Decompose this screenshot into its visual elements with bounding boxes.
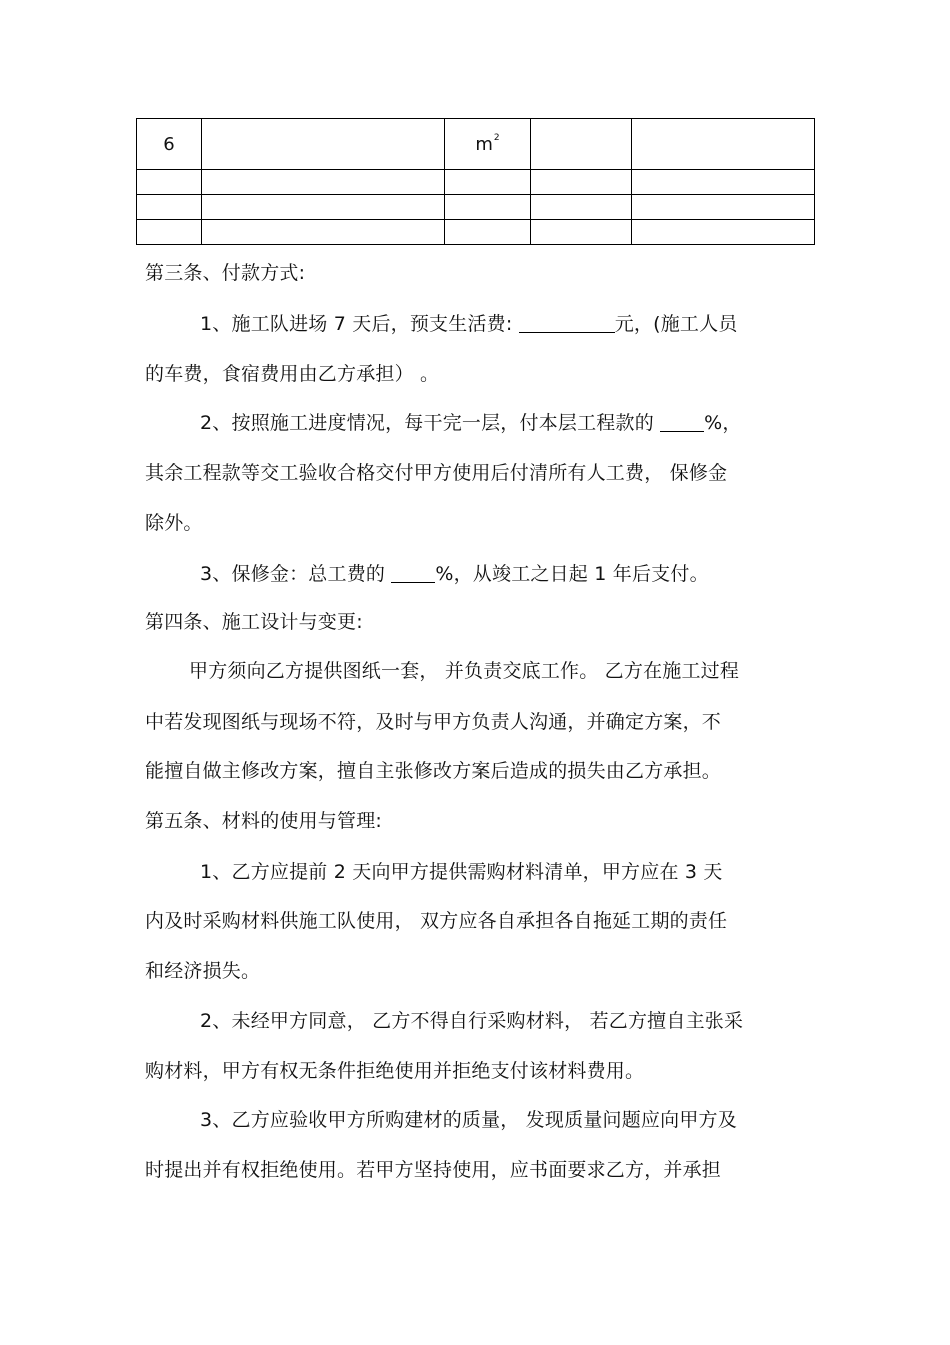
materials-table [136,118,815,245]
article-4-heading: 第四条、施工设计与变更: [145,611,363,633]
unit-text: m [475,134,493,155]
table-cell [202,170,445,195]
clause-text: 1、施工队进场 7 天后，预支生活费: [200,313,519,335]
article-3-heading: 第三条、付款方式: [145,262,306,284]
table-cell [445,170,531,195]
table-cell: 6 [137,119,202,170]
fill-blank [519,312,615,333]
table-cell [531,195,632,220]
table-cell [531,220,632,245]
table-row [137,220,815,245]
article-3-clause-1-cont: 的车费，食宿费用由乙方承担） 。 [145,363,440,385]
table-cell [531,170,632,195]
clause-text: %， [704,412,742,434]
table-cell [202,220,445,245]
table-cell [632,195,815,220]
table-cell [445,195,531,220]
article-5-clause-1-cont: 内及时采购材料供施工队使用， 双方应各自承担各自拖延工期的责任 [145,910,728,932]
article-3-clause-2-cont: 除外。 [145,512,203,534]
article-5-clause-3: 3、乙方应验收甲方所购建材的质量， 发现质量问题应向甲方及 [200,1109,737,1131]
article-5-clause-2-cont: 购材料，甲方有权无条件拒绝使用并拒绝支付该材料费用。 [145,1060,645,1082]
article-3-clause-2-cont: 其余工程款等交工验收合格交付甲方使用后付清所有人工费， 保修金 [145,462,728,484]
unit-cell [445,119,531,170]
article-5-clause-2: 2、未经甲方同意， 乙方不得自行采购材料， 若乙方擅自主张采 [200,1010,744,1032]
article-3-clause-2 [200,410,880,436]
article-5-clause-1: 1、乙方应提前 2 天向甲方提供需购材料清单，甲方应在 3 天 [200,861,723,883]
table-row [137,170,815,195]
table-cell [137,195,202,220]
clause-text: 3、保修金：总工费的 [200,563,392,585]
clause-text: %，从竣工之日起 1 年后支付。 [435,563,709,585]
article-4-text: 能擅自做主修改方案，擅自主张修改方案后造成的损失由乙方承担。 [145,760,722,782]
fill-blank [660,411,704,432]
table-cell [531,119,632,170]
table-row [137,119,815,170]
article-4-text: 中若发现图纸与现场不符，及时与甲方负责人沟通，并确定方案，不 [145,711,722,733]
article-5-clause-1-cont: 和经济损失。 [145,960,261,982]
table-cell [632,170,815,195]
table-cell [632,119,815,170]
table-cell [445,220,531,245]
article-5-heading: 第五条、材料的使用与管理: [145,810,383,832]
clause-text: 元，(施工人员 [614,313,738,335]
article-5-clause-3-cont: 时提出并有权拒绝使用。若甲方坚持使用，应书面要求乙方，并承担 [145,1159,722,1181]
fill-blank [391,562,435,583]
clause-text: 2、按照施工进度情况，每干完一层，付本层工程款的 [200,412,661,434]
table-cell [137,170,202,195]
table-cell [202,119,445,170]
article-3-clause-1 [200,311,880,337]
table-cell [632,220,815,245]
table-cell [202,195,445,220]
unit-superscript: 2 [493,133,500,143]
article-4-text: 甲方须向乙方提供图纸一套， 并负责交底工作。 乙方在施工过程 [189,660,740,682]
table-row [137,195,815,220]
article-3-clause-3 [200,561,880,587]
table-cell [137,220,202,245]
